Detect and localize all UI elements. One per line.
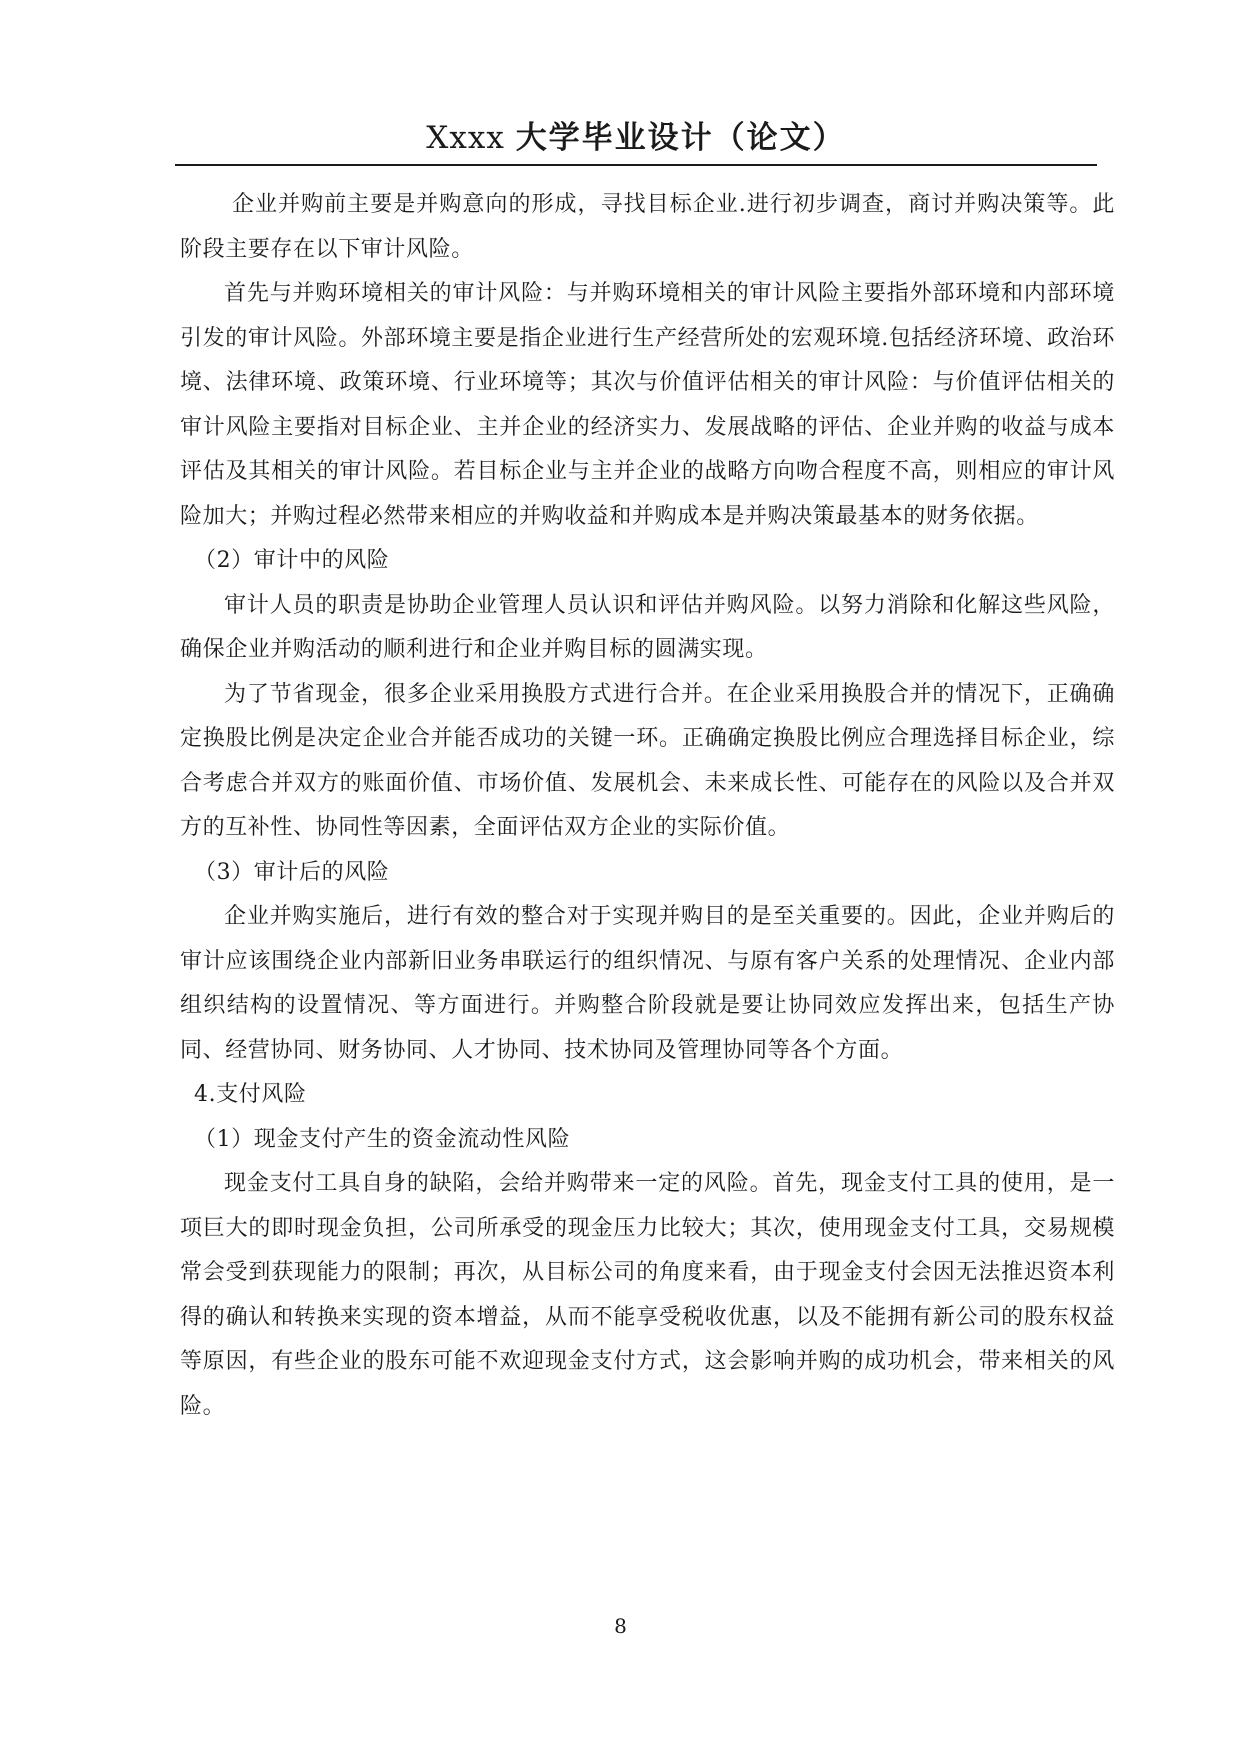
heading-payment-risk: 4.支付风险 [194, 1082, 307, 1107]
heading-cash-payment: （1）现金支付产生的资金流动性风险 [194, 1126, 571, 1152]
paragraph-integration: 企业并购实施后，进行有效的整合对于实现并购目的是至关重要的。因此，企业并购后的审计应该围绕企业内部新旧业务串联运行的组织情况、与原有客户关系的处理情况、企业内部组织结构的设置情况、等方面进行。并购整合阶段就是要让协同效应发挥出来，包括生产协同、经营协同、财务协同、人才协同、技术协同及管理协同等各个方面。 [180, 904, 1115, 1063]
header-divider [175, 164, 1097, 166]
document-body [180, 183, 1115, 1429]
page-number: 8 [614, 1614, 627, 1638]
paragraph-cash-payment-risk: 现金支付工具自身的缺陷，会给并购带来一定的风险。首先，现金支付工具的使用，是一项巨大的即时现金负担，公司所承受的现金压力比较大；其次，使用现金支付工具，交易规模常会受到获现能力的限制；再次，从目标公司的角度来看，由于现金支付会因无法推迟资本利得的确认和转换来实现的资本增益，从而不能享受税收优惠，以及不能拥有新公司的股东权益等原因，有些企业的股东可能不欢迎现金支付方式，这会影响并购的成功机会，带来相关的风险。 [180, 1171, 1115, 1419]
header-title-cjk: 大学毕业设计（论文） [515, 120, 846, 156]
page-header [175, 118, 1097, 158]
paragraph-share-exchange: 为了节省现金，很多企业采用换股方式进行合并。在企业采用换股合并的情况下，正确确定换股比例是决定企业合并能否成功的关键一环。正确确定换股比例应合理选择目标企业，综合考虑合并双方的账面价值、市场价值、发展机会、未来成长性、可能存在的风险以及合并双方的互补性、协同性等因素，全面评估双方企业的实际价值。 [180, 681, 1115, 840]
paragraph-environment-risk: 首先与并购环境相关的审计风险：与并购环境相关的审计风险主要指外部环境和内部环境引发的审计风险。外部环境主要是指企业进行生产经营所处的宏观环境.包括经济环境、政治环境、法律环境、政策环境、行业环境等；其次与价值评估相关的审计风险：与价值评估相关的审计风险主要指对目标企业、主并企业的经济实力、发展战略的评估、企业并购的收益与成本评估及其相关的审计风险。若目标企业与主并企业的战略方向吻合程度不高，则相应的审计风险加大；并购过程必然带来相应的并购收益和并购成本是并购决策最基本的财务依据。 [180, 281, 1115, 529]
paragraph-auditor-duty: 审计人员的职责是协助企业管理人员认识和评估并购风险。以努力消除和化解这些风险，确保企业并购活动的顺利进行和企业并购目标的圆满实现。 [180, 592, 1115, 662]
heading-audit-in-process: （2）审计中的风险 [194, 548, 390, 573]
paragraph-pre-merger: 企业并购前主要是并购意向的形成，寻找目标企业.进行初步调查，商讨并购决策等。此阶段主要存在以下审计风险。 [180, 192, 1115, 262]
heading-post-audit: （3）审计后的风险 [194, 859, 390, 885]
header-title-latin: Xxxx [426, 120, 505, 156]
